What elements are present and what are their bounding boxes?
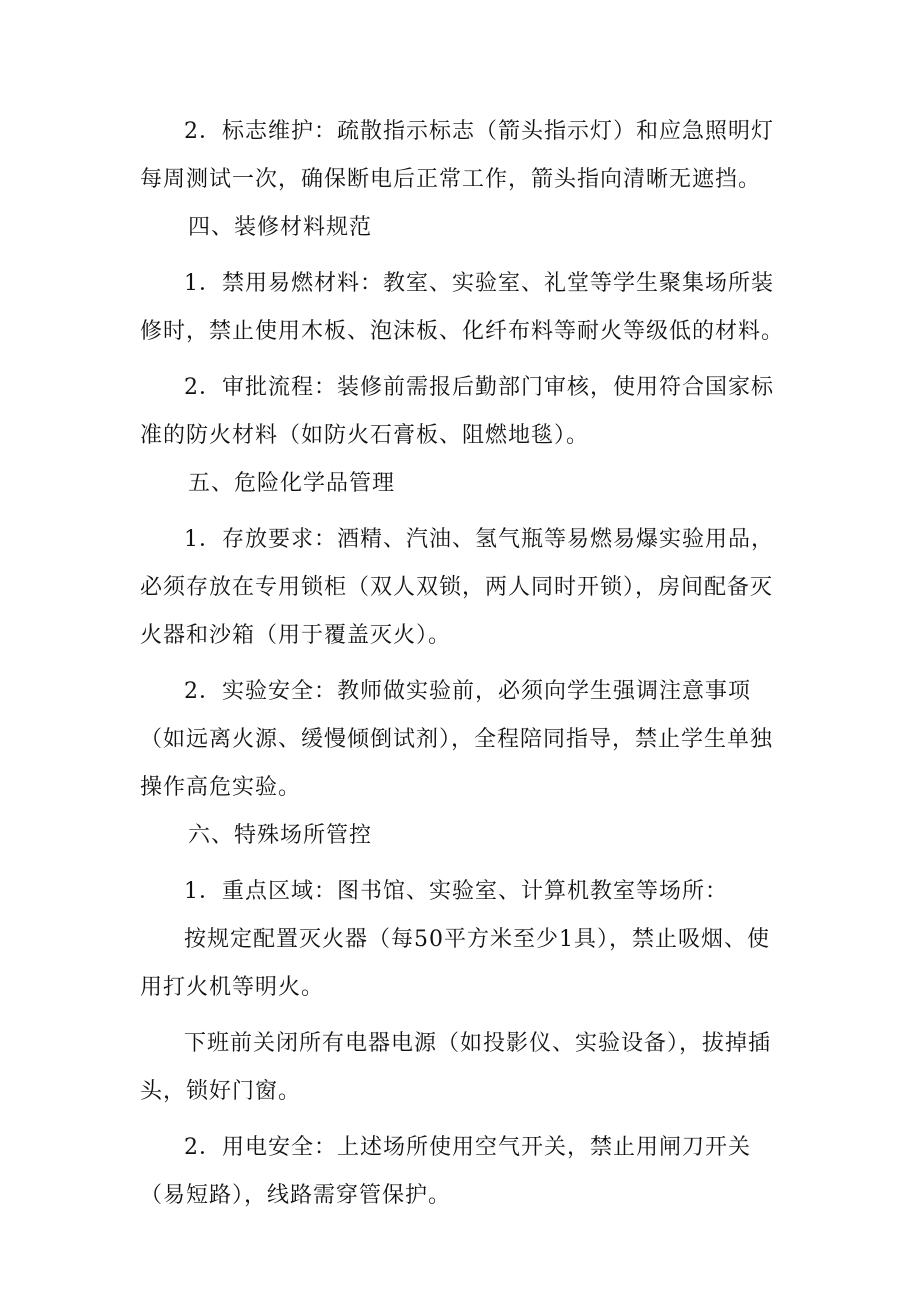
section-heading-chemicals: 五、危险化学品管理	[188, 471, 396, 496]
paragraph-extinguisher-rules: 按规定配置灭火器（每50平方米至少1具），禁止吸烟、使用打火机等明火。	[140, 927, 770, 1000]
paragraph-storage-requirements: 1．存放要求：酒精、汽油、氢气瓶等易燃易爆实验用品，必须存放在专用锁柜（双人双锁，两人同时开锁），房间配备灭火器和沙箱（用于覆盖灭火）。	[140, 527, 774, 648]
section-heading-special-places: 六、特殊场所管控	[188, 823, 373, 848]
paragraph-sign-maintenance: 2．标志维护：疏散指示标志（箭头指示灯）和应急照明灯每周测试一次，确保断电后正常工作，箭头指向清晰无遮挡。	[140, 119, 774, 192]
paragraph-approval-process: 2．审批流程：装修前需报后勤部门审核，使用符合国家标准的防火材料（如防火石膏板、阻燃地毯）。	[140, 375, 774, 448]
paragraph-electrical-safety: 2．用电安全：上述场所使用空气开关，禁止用闸刀开关（易短路），线路需穿管保护。	[140, 1135, 751, 1208]
section-heading-decoration: 四、装修材料规范	[188, 215, 373, 240]
document-body	[140, 108, 790, 1220]
paragraph-key-areas: 1．重点区域：图书馆、实验室、计算机教室等场所：	[184, 879, 728, 904]
paragraph-banned-materials: 1．禁用易燃材料：教室、实验室、礼堂等学生聚集场所装修时，禁止使用木板、泡沫板、化纤布料等耐火等级低的材料。	[140, 271, 785, 344]
paragraph-experiment-safety: 2．实验安全：教师做实验前，必须向学生强调注意事项（如远离火源、缓慢倾倒试剂），全程陪同指导，禁止学生单独操作高危实验。	[140, 679, 774, 800]
paragraph-power-off-rules: 下班前关闭所有电器电源（如投影仪、实验设备），拔掉插头，锁好门窗。	[140, 1031, 772, 1104]
